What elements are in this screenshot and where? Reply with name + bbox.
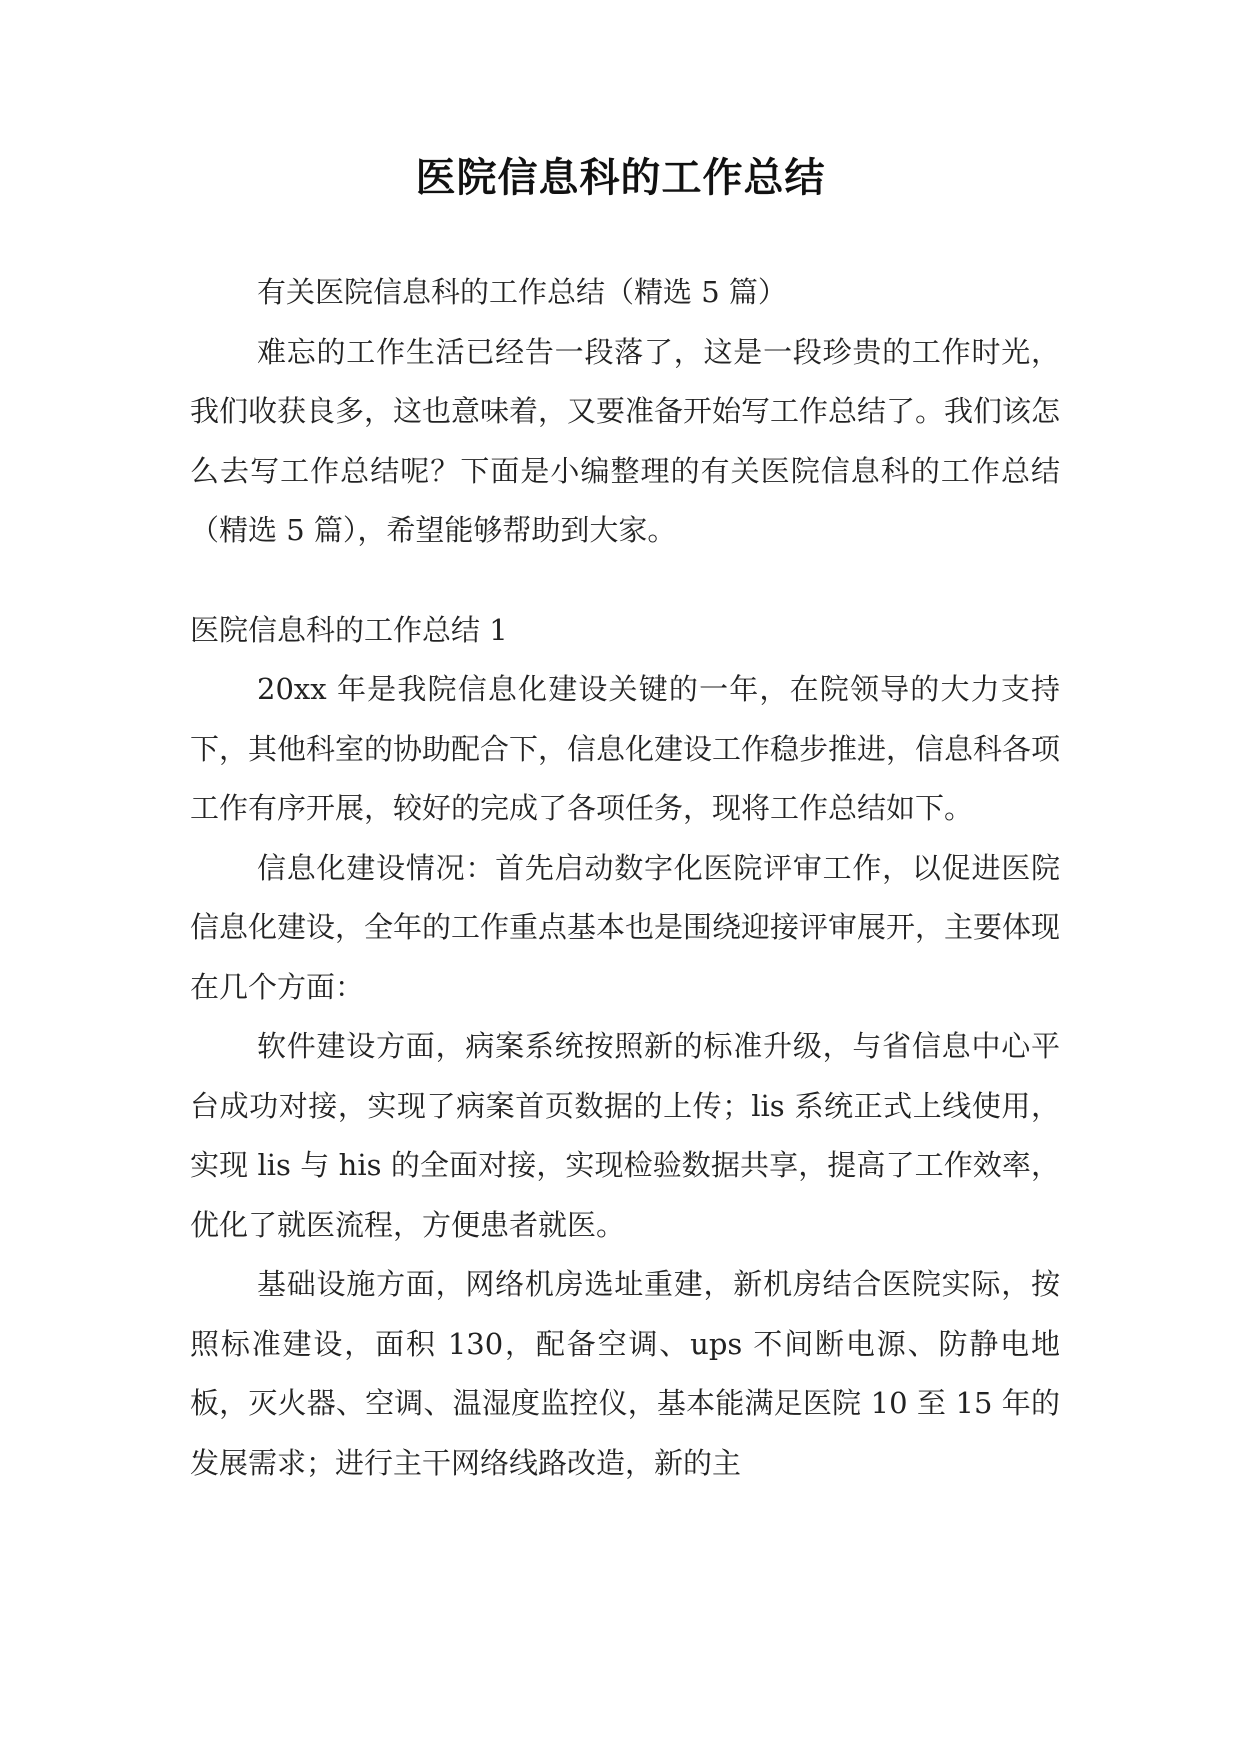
document-body [190,263,1060,1493]
body-paragraph: 20xx 年是我院信息化建设关键的一年，在院领导的大力支持下，其他科室的协助配合下，信息化建设工作稳步推进，信息科各项工作有序开展，较好的完成了各项任务，现将工作总结如下。 [190,672,1061,825]
intro-heading: 有关医院信息科的工作总结（精选 5 篇） [257,275,787,309]
paragraph-gap [190,561,1060,601]
intro-paragraph: 难忘的工作生活已经告一段落了，这是一段珍贵的工作时光，我们收获良多，这也意味着，又要准备开始写工作总结了。我们该怎么去写工作总结呢？下面是小编整理的有关医院信息科的工作总结（精选 5 篇），希望能够帮助到大家。 [190,334,1061,547]
body-paragraph: 信息化建设情况：首先启动数字化医院评审工作，以促进医院信息化建设，全年的工作重点基本也是围绕迎接评审展开，主要体现在几个方面： [190,850,1061,1004]
document-title: 医院信息科的工作总结 [415,155,826,201]
body-paragraph: 软件建设方面，病案系统按照新的标准升级，与省信息中心平台成功对接，实现了病案首页数据的上传；lis 系统正式上线使用，实现 lis 与 his 的全面对接，实现检验数据共享，提高了工作效率，优化了就医流程，方便患者就医。 [190,1029,1060,1242]
section-heading: 医院信息科的工作总结 1 [190,612,508,647]
body-paragraph: 基础设施方面，网络机房选址重建，新机房结合医院实际，按照标准建设，面积 130，配备空调、ups 不间断电源、防静电地板，灭火器、空调、温湿度监控仪，基本能满足医院 10 至 15 年的发展需求；进行主干网络线路改造，新的主 [190,1267,1060,1480]
